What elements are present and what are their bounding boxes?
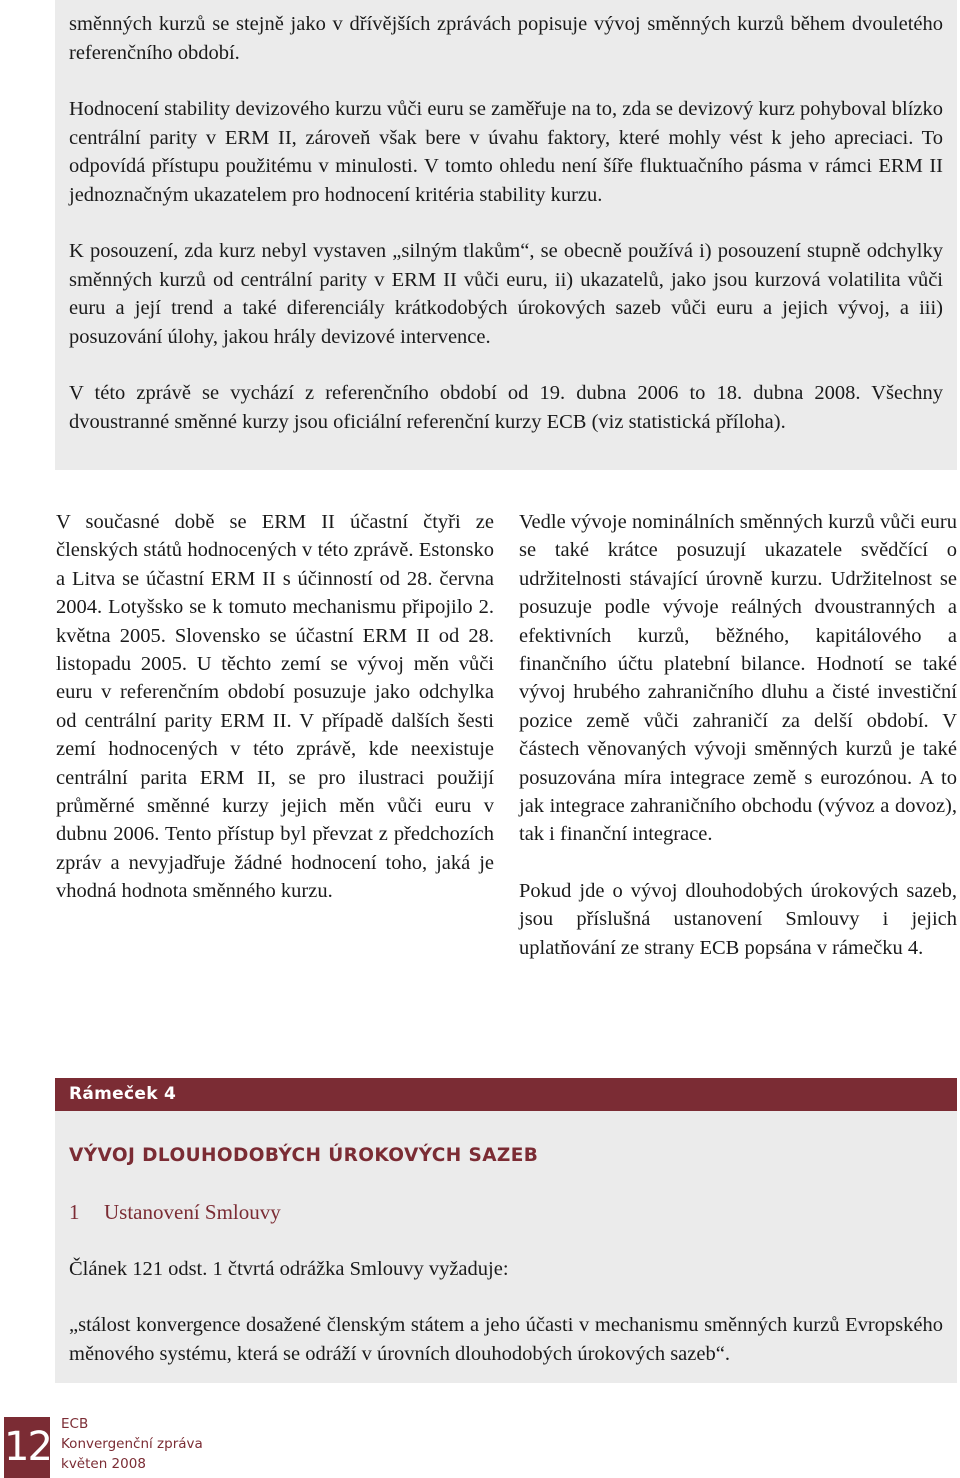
section-heading — [69, 1199, 943, 1225]
footer-line-date: květen 2008 — [61, 1456, 146, 1472]
right-paragraph-1: Vedle vývoje nominálních směnných kurzů vůči euru se také krátce posuzují ukazatele svědčící o udržitelnosti stávající úrovně kurzu. Udržitelnost se posuzuje podle vývoje reálných dvoustranných a efektivních kurzů, běžného, kapitálového a finančního účtu platební bilance. Hodnotí se také vývoj hrubého zahraničního dluhu a čisté investiční pozice země vůči zahraničí za delší období. V částech věnovaných vývoji směnných kurzů je také posuzována míra integrace země s eurozónou. A to jak integrace zahraničního obchodu (vývoz a dovoz), tak i finanční integrace. — [519, 511, 957, 846]
section-title: Ustanovení Smlouvy — [104, 1200, 281, 1224]
footer-line-report: Konvergenční zpráva — [61, 1436, 203, 1452]
right-column — [519, 508, 957, 990]
intro-paragraph-3: K posouzení, zda kurz nebyl vystaven „silným tlakům“, se obecně používá i) posouzení stupně odchylky směnných kurzů od centrální parity v ERM II vůči euru, ii) ukazatelů, jako jsou kurzová volatilita vůči euru a její trend a také diferenciály krátkodobých úrokových sazeb vůči euru a jejich vývoj, a iii) posuzování úlohy, jakou hrály devizové intervence. — [69, 240, 943, 348]
box-paragraph-2: „stálost konvergence dosažené členským státem a jeho účasti v mechanismu směnných kurzů Evropského měnového systému, která se odráží v úrovních dlouhodobých úrokových sazeb“. — [69, 1314, 943, 1365]
intro-box — [55, 0, 957, 470]
page-number: 12 — [4, 1417, 50, 1478]
intro-paragraph-2: Hodnocení stability devizového kurzu vůči euru se zaměřuje na to, zda se devizový kurz pohyboval blízko centrální parity v ERM II, zároveň však bere v úvahu faktory, které mohly vést k jeho apreciaci. To odpovídá přístupu použitému v minulosti. V tomto ohledu není šíře fluktuačního pásma v rámci ERM II jednoznačným ukazatelem pro hodnocení kritéria stability kurzu. — [69, 98, 943, 206]
section-number: 1 — [69, 1200, 80, 1224]
left-paragraph-1: V současné době se ERM II účastní čtyři ze členských států hodnocených v této zprávě. Estonsko a Litva se účastní ERM II s účinností od 28. června 2004. Lotyšsko se k tomuto mechanismu připojilo 2. května 2005. Slovensko se účastní ERM II od 28. listopadu 2005. U těchto zemí se vývoj měn vůči euru v referenčním období posuzuje jako odchylka od centrální parity ERM II. V případě dalších šesti zemí hodnocených v této zprávě, kde neexistuje centrální parita ERM II, se pro ilustraci použijí průměrné směnné kurzy jejich měn vůči euru v dubnu 2006. Tento přístup byl převzat z předchozích zpráv a nevyjadřuje žádné hodnocení toho, jaká je vhodná hodnota směnného kurzu. — [56, 511, 494, 903]
box-title: VÝVOJ DLOUHODOBÝCH ÚROKOVÝCH SAZEB — [69, 1145, 539, 1166]
left-column — [56, 508, 494, 934]
box-header: Rámeček 4 — [55, 1078, 957, 1111]
box-body — [55, 1111, 957, 1383]
footer-publication — [61, 1414, 203, 1474]
footer-line-ecb: ECB — [61, 1416, 89, 1432]
intro-paragraph-4: V této zprávě se vychází z referenčního období od 19. dubna 2006 to 18. dubna 2008. Všechny dvoustranné směnné kurzy jsou oficiální referenční kurzy ECB (viz statistická příloha). — [69, 382, 943, 433]
box-paragraph-1: Článek 121 odst. 1 čtvrtá odrážka Smlouvy vyžaduje: — [69, 1258, 509, 1280]
right-paragraph-2: Pokud jde o vývoj dlouhodobých úrokových sazeb, jsou příslušná ustanovení Smlouvy i jejich uplatňování ze strany ECB popsána v rámečku 4. — [519, 879, 957, 959]
intro-paragraph-1: směnných kurzů se stejně jako v dřívějších zprávách popisuje vývoj směnných kurzů během dvouletého referenčního období. — [69, 13, 943, 64]
